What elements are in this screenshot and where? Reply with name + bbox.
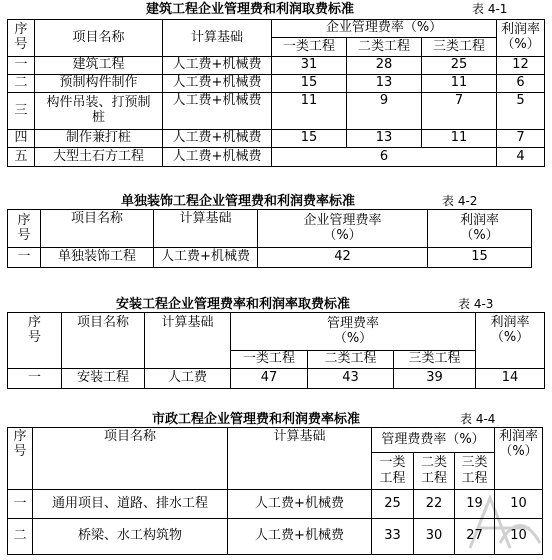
cell-value: 15	[272, 130, 347, 148]
t2-seq-header: 序 号	[8, 210, 41, 248]
table3	[7, 312, 545, 389]
row-seq: 五	[8, 148, 35, 167]
t4-basis-header: 计算基础	[228, 428, 372, 490]
cell-value: 13	[347, 130, 422, 148]
t1-basis-header: 计算基础	[163, 20, 272, 57]
cell-value: 13	[347, 75, 422, 93]
t3-item-header: 项目名称	[62, 313, 145, 369]
row-name: 通用项目、道路、排水工程	[33, 490, 228, 519]
t4-seq-header: 序 号	[8, 428, 33, 490]
t3-mgmt-header: 管理费率 （%）	[231, 313, 476, 351]
t4-cat1-header: 一类 工程	[372, 453, 414, 490]
cell-value: 31	[272, 57, 347, 75]
row-name: 制作兼打桩	[35, 130, 163, 148]
t3-seq-header: 序 号	[8, 313, 62, 369]
cell-value: 12	[497, 57, 545, 75]
t1-seq-header: 序 号	[8, 20, 35, 57]
cell-value: 6	[497, 75, 545, 93]
t1-cat2-header: 二类工程	[347, 38, 422, 57]
cell-value: 6	[272, 148, 497, 167]
cell-value: 15	[428, 248, 532, 268]
t3-profit-header: 利润率 （%）	[476, 313, 545, 369]
cell-value: 25	[372, 490, 414, 519]
watermark-graphic	[460, 488, 546, 558]
row-seq: 一	[8, 369, 62, 389]
t2-mgmt-header: 企业管理费率 （%）	[258, 210, 428, 248]
t4-cat3-header: 三类 工程	[455, 453, 495, 490]
cell-value: 11	[272, 93, 347, 130]
cell-value: 19	[455, 490, 495, 519]
cell-value: 25	[422, 57, 497, 75]
t2-profit-header: 利润率 （%）	[428, 210, 532, 248]
row-name: 桥梁、水工构筑物	[33, 519, 228, 555]
table-row	[8, 148, 545, 167]
cell-value: 14	[476, 369, 545, 389]
table-row	[8, 93, 545, 130]
row-basis: 人工费+机械费	[163, 57, 272, 75]
row-basis: 人工费	[145, 369, 231, 389]
cell-value: 22	[414, 490, 455, 519]
row-seq: 一	[8, 490, 33, 519]
row-basis: 人工费+机械费	[163, 93, 272, 130]
row-name: 大型土石方工程	[35, 148, 163, 167]
cell-value: 39	[394, 369, 476, 389]
table1	[7, 19, 545, 167]
cell-value: 11	[422, 75, 497, 93]
t1-cat1-header: 一类工程	[272, 38, 347, 57]
t1-cat3-header: 三类工程	[422, 38, 497, 57]
t3-cat1-header: 一类工程	[231, 351, 308, 369]
table4-title: 市政工程企业管理费和利润费率标准	[152, 412, 361, 427]
row-seq: 二	[8, 75, 35, 93]
t4-item-header: 项目名称	[33, 428, 228, 490]
row-basis: 人工费+机械费	[154, 248, 258, 268]
cell-value: 7	[497, 130, 545, 148]
cell-value: 42	[258, 248, 428, 268]
cell-value: 9	[347, 93, 422, 130]
t4-mgmt-header: 管理费费率（%）	[372, 428, 495, 453]
cell-value: 30	[414, 519, 455, 555]
row-name: 单独装饰工程	[41, 248, 154, 268]
table-row	[8, 248, 532, 268]
t1-mgmt-header: 企业管理费率（%）	[272, 20, 497, 38]
t3-cat3-header: 三类工程	[394, 351, 476, 369]
table-row	[8, 75, 545, 93]
table-row	[8, 130, 545, 148]
table2-number: 表 4-2	[442, 194, 478, 208]
table-row	[8, 369, 545, 389]
table3-title: 安装工程企业管理费率和利润率取费标准	[116, 297, 351, 312]
cell-value: 47	[231, 369, 308, 389]
row-name: 预制构件制作	[35, 75, 163, 93]
cell-value: 4	[497, 148, 545, 167]
row-seq: 二	[8, 519, 33, 555]
t3-basis-header: 计算基础	[145, 313, 231, 369]
table1-number: 表 4-1	[472, 2, 508, 16]
t4-profit-header: 利润率 （%）	[495, 428, 543, 490]
cell-value: 43	[308, 369, 394, 389]
cell-value: 33	[372, 519, 414, 555]
cell-value: 10	[495, 519, 543, 555]
table2	[7, 209, 532, 268]
row-name: 安装工程	[62, 369, 145, 389]
row-seq: 一	[8, 248, 41, 268]
table2-title: 单独装饰工程企业管理费和利润费率标准	[121, 194, 356, 209]
cell-value: 7	[422, 93, 497, 130]
row-basis: 人工费+机械费	[228, 519, 372, 555]
t2-basis-header: 计算基础	[154, 210, 258, 248]
table3-number: 表 4-3	[458, 297, 494, 311]
cell-value: 28	[347, 57, 422, 75]
row-seq: 三	[8, 93, 35, 130]
row-name: 构件吊装、打预制桩	[35, 93, 163, 130]
t3-cat2-header: 二类工程	[308, 351, 394, 369]
table1-title: 建筑工程企业管理费和利润取费标准	[146, 2, 355, 17]
cell-value: 11	[422, 130, 497, 148]
row-seq: 四	[8, 130, 35, 148]
t1-profit-header: 利润率 （%）	[497, 20, 545, 57]
row-basis: 人工费+机械费	[163, 130, 272, 148]
t1-item-header: 项目名称	[35, 20, 163, 57]
table-row	[8, 57, 545, 75]
cell-value: 27	[455, 519, 495, 555]
row-seq: 一	[8, 57, 35, 75]
t2-item-header: 项目名称	[41, 210, 154, 248]
table4-number: 表 4-4	[460, 412, 496, 426]
row-basis: 人工费+机械费	[163, 148, 272, 167]
cell-value: 10	[495, 490, 543, 519]
row-name: 建筑工程	[35, 57, 163, 75]
row-basis: 人工费+机械费	[228, 490, 372, 519]
cell-value: 5	[497, 93, 545, 130]
t4-cat2-header: 二类 工程	[414, 453, 455, 490]
cell-value: 15	[272, 75, 347, 93]
row-basis: 人工费+机械费	[163, 75, 272, 93]
